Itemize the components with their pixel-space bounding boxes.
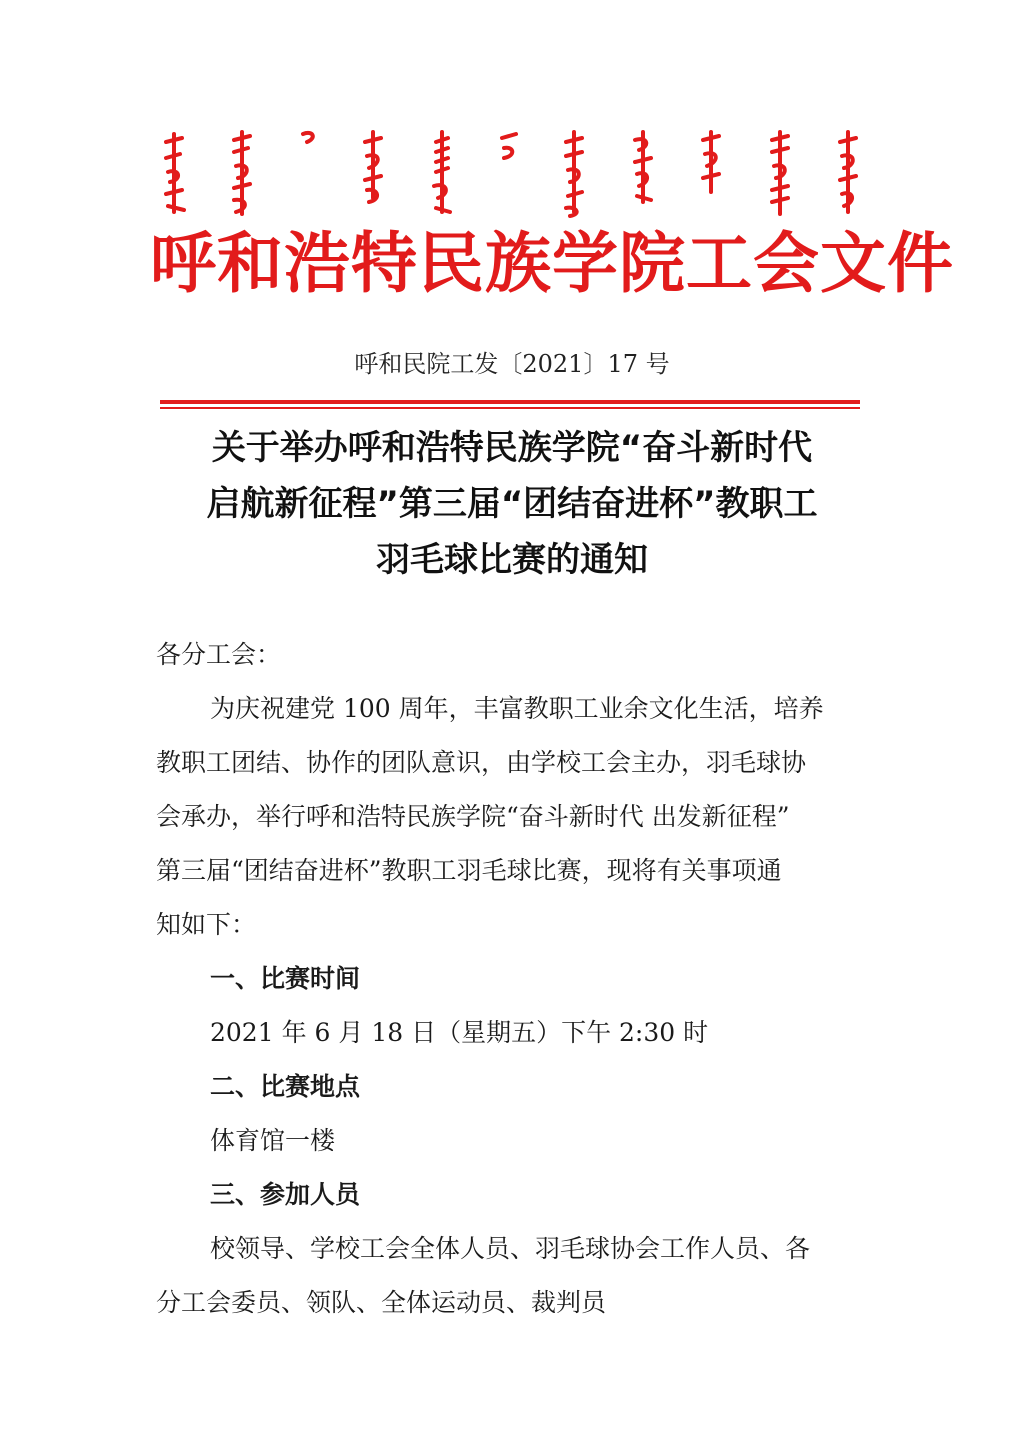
mongolian-word-11	[834, 128, 864, 218]
mongolian-word-4	[359, 128, 389, 208]
salutation: 各分工会：	[156, 640, 282, 669]
intro-line-4: 第三届“团结奋进杯”教职工羽毛球比赛，现将有关事项通	[156, 856, 782, 885]
section-heading-venue: 二、比赛地点	[210, 1072, 361, 1101]
mongolian-word-5	[428, 128, 458, 218]
document-number: 呼和民院工发〔2021〕17 号	[354, 350, 670, 378]
mongolian-word-8	[629, 128, 659, 208]
section-text-participants-1: 校领导、学校工会全体人员、羽毛球协会工作人员、各	[210, 1234, 811, 1263]
section-heading-participants: 三、参加人员	[210, 1180, 361, 1209]
intro-line-5: 知如下：	[156, 910, 257, 939]
mongolian-word-9	[697, 128, 727, 198]
mongolian-word-10	[766, 128, 796, 218]
intro-line-3: 会承办，举行呼和浩特民族学院“奋斗新时代 出发新征程”	[156, 802, 790, 831]
red-divider-thin	[160, 407, 860, 409]
notice-title-line-1: 关于举办呼和浩特民族学院“奋斗新时代	[211, 428, 813, 468]
section-text-participants-2: 分工会委员、领队、全体运动员、裁判员	[156, 1288, 607, 1317]
section-text-venue: 体育馆一楼	[210, 1126, 336, 1155]
banner-title: 呼和浩特民族学院工会文件	[150, 225, 954, 302]
notice-title-line-3: 羽毛球比赛的通知	[376, 540, 648, 580]
section-text-time: 2021 年 6 月 18 日（星期五）下午 2:30 时	[210, 1018, 709, 1047]
red-divider-thick	[160, 400, 860, 404]
notice-body	[156, 628, 872, 1330]
mongolian-word-7	[560, 128, 590, 218]
intro-line-1: 为庆祝建党 100 周年，丰富教职工业余文化生活，培养	[210, 694, 824, 723]
mongolian-word-1	[160, 128, 190, 218]
mongolian-word-6	[496, 128, 522, 168]
section-heading-time: 一、比赛时间	[210, 964, 361, 993]
mongolian-word-2	[228, 128, 258, 218]
notice-title-line-2: 启航新征程”第三届“团结奋进杯”教职工	[206, 484, 818, 524]
notice-title	[140, 420, 884, 588]
mongolian-word-3	[297, 128, 321, 168]
mongolian-header	[160, 128, 864, 220]
intro-line-2: 教职工团结、协作的团队意识，由学校工会主办，羽毛球协	[156, 748, 807, 777]
